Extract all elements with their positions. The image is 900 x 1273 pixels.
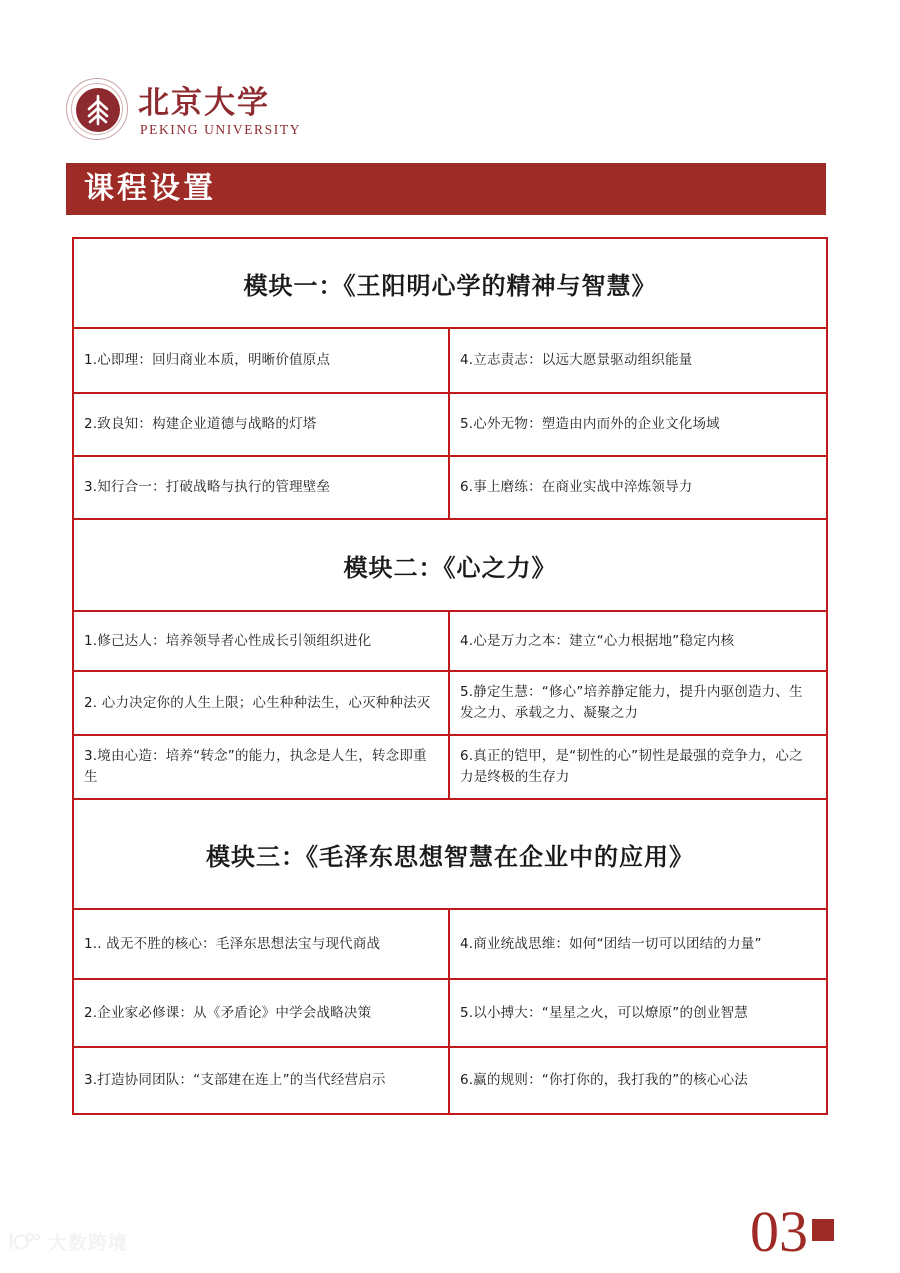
module-title-1: 模块一：《王阳明心学的精神与智慧》 — [74, 239, 826, 329]
course-item-cell: 3.知行合一：打破战略与执行的管理壁垒 — [74, 457, 450, 518]
module-rows-1 — [74, 329, 826, 518]
table-row — [74, 457, 826, 518]
course-item-cell: 1.. 战无不胜的核心：毛泽东思想法宝与现代商战 — [74, 910, 450, 978]
course-item-cell: 6.赢的规则：“你打你的，我打我的”的核心心法 — [460, 1072, 748, 1089]
table-row — [74, 612, 826, 672]
table-row — [74, 980, 826, 1048]
table-row — [74, 672, 826, 736]
course-item-cell: 5.心外无物：塑造由内而外的企业文化场域 — [460, 416, 720, 433]
table-row — [74, 1048, 826, 1113]
module-block-1 — [72, 237, 828, 518]
course-item-cell: 1.修己达人：培养领导者心性成长引领组织进化 — [74, 612, 450, 670]
module-title-3: 模块三：《毛泽东思想智慧在企业中的应用》 — [74, 800, 826, 910]
course-item-cell: 3.境由心造：培养“转念”的能力，执念是人生，转念即重生 — [74, 736, 450, 798]
module-block-2 — [72, 518, 828, 798]
module-rows-2 — [74, 612, 826, 798]
course-item-cell: 1.心即理：回归商业本质，明晰价值原点 — [74, 329, 450, 392]
header-logo — [66, 78, 301, 140]
table-row — [74, 394, 826, 457]
course-item-cell: 2.企业家必修课：从《矛盾论》中学会战略决策 — [74, 980, 450, 1046]
wordmark-chinese — [138, 82, 301, 122]
module-title-2: 模块二：《心之力》 — [74, 520, 826, 612]
watermark-text: 大数跨境 — [48, 1232, 129, 1254]
course-item-cell: 5.以小搏大：“星星之火，可以燎原”的创业智慧 — [460, 1004, 748, 1021]
dashu-kuajing-logo-icon — [8, 1230, 42, 1257]
page-number: 03 — [750, 1199, 808, 1264]
wordmark-chinese-text: 北京大学 — [138, 84, 270, 121]
course-item-cell: 6.真正的铠甲，是“韧性的心”韧性是最强的竞争力，心之力是终极的生存力 — [460, 748, 803, 785]
module-block-3 — [72, 798, 828, 1115]
university-wordmark — [138, 82, 301, 137]
watermark — [8, 1230, 128, 1257]
course-item-cell: 6.事上磨练：在商业实战中淬炼领导力 — [460, 479, 693, 496]
course-item-cell: 4.立志责志：以远大愿景驱动组织能量 — [460, 352, 693, 369]
table-row — [74, 736, 826, 798]
course-item-cell: 4.商业统战思维：如何“团结一切可以团结的力量” — [460, 935, 762, 952]
course-item-cell: 2. 心力决定你的人生上限；心生种种法生，心灭种种法灭 — [74, 672, 450, 734]
page-banner — [66, 163, 826, 215]
red-square-marker-icon — [812, 1219, 834, 1241]
course-modules-table — [72, 237, 828, 1115]
course-item-cell: 5.静定生慧：“修心”培养静定能力，提升内驱创造力、生发之力、承载之力、凝聚之力 — [460, 684, 803, 721]
module-rows-3 — [74, 910, 826, 1113]
page-title: 课程设置 — [84, 171, 216, 206]
table-row — [74, 910, 826, 980]
course-item-cell: 3.打造协同团队：“支部建在连上”的当代经营启示 — [74, 1048, 450, 1113]
wordmark-english: PEKING UNIVERSITY — [140, 121, 302, 137]
page-number-group — [750, 1199, 834, 1264]
course-item-cell: 4.心是万力之本：建立“心力根据地”稳定内核 — [460, 632, 735, 649]
course-item-cell: 2.致良知：构建企业道德与战略的灯塔 — [74, 394, 450, 455]
table-row — [74, 329, 826, 394]
peking-university-seal-icon — [66, 78, 128, 140]
